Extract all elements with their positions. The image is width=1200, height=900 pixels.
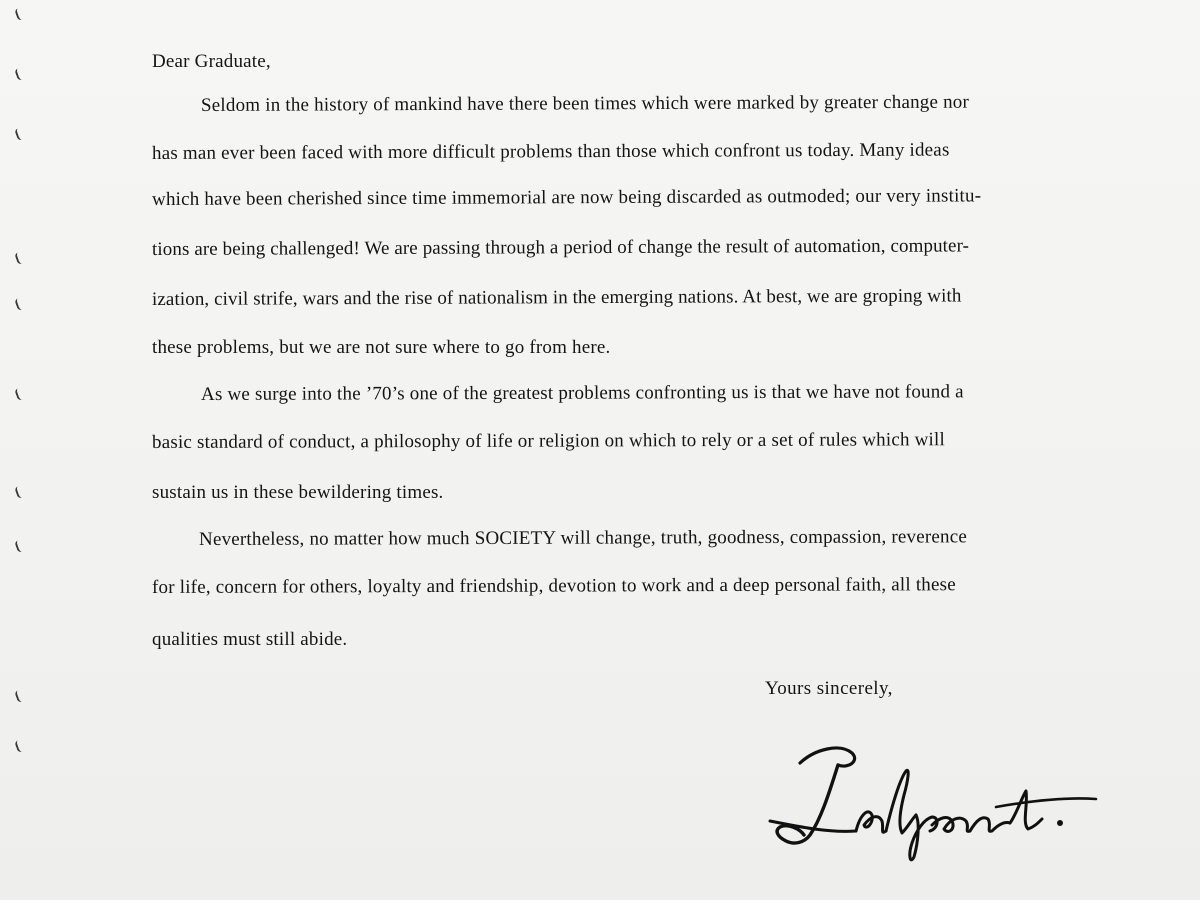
paragraph-1-line: tions are being challenged! We are passing through a period of change the result of automation, computer-	[151, 235, 970, 260]
binding-hole-mark	[14, 7, 26, 21]
binding-hole-mark	[14, 485, 26, 499]
paragraph-2-line: sustain us in these bewildering times.	[152, 482, 444, 503]
paragraph-1-line: these problems, but we are not sure where to go from here.	[152, 337, 611, 358]
binding-hole-mark	[14, 689, 26, 703]
paragraph-1-line: which have been cherished since time immemorial are now being discarded as outmoded; our very institu-	[151, 185, 982, 210]
paragraph-3-line: for life, concern for others, loyalty and friendship, devotion to work and a deep personal faith, all these	[151, 574, 956, 598]
binding-hole-mark	[14, 539, 26, 553]
paragraph-1-line: has man ever been faced with more difficult problems than those which confront us today. Many ideas	[151, 139, 950, 164]
paragraph-1-line: ization, civil strife, wars and the rise of nationalism in the emerging nations. At best, we are groping with	[151, 285, 962, 310]
paragraph-3-line: qualities must still abide.	[152, 629, 348, 650]
binding-hole-mark	[14, 387, 26, 401]
salutation: Dear Graduate,	[152, 51, 271, 72]
signature	[760, 735, 1110, 865]
closing: Yours sincerely,	[765, 678, 893, 699]
paragraph-2-line: As we surge into the ’70’s one of the greatest problems confronting us is that we have not found a	[200, 381, 964, 405]
paragraph-1-line: Seldom in the history of mankind have there been times which were marked by greater change nor	[200, 91, 970, 116]
binding-edge	[0, 0, 36, 900]
paragraph-2-line: basic standard of conduct, a philosophy of life or religion on which to rely or a set of rules which will	[151, 429, 945, 453]
binding-hole-mark	[14, 251, 26, 265]
binding-hole-mark	[14, 297, 26, 311]
binding-hole-mark	[14, 67, 26, 81]
binding-hole-mark	[14, 127, 26, 141]
binding-hole-mark	[14, 739, 26, 753]
paragraph-3-line: Nevertheless, no matter how much SOCIETY will change, truth, goodness, compassion, reverence	[198, 526, 968, 550]
